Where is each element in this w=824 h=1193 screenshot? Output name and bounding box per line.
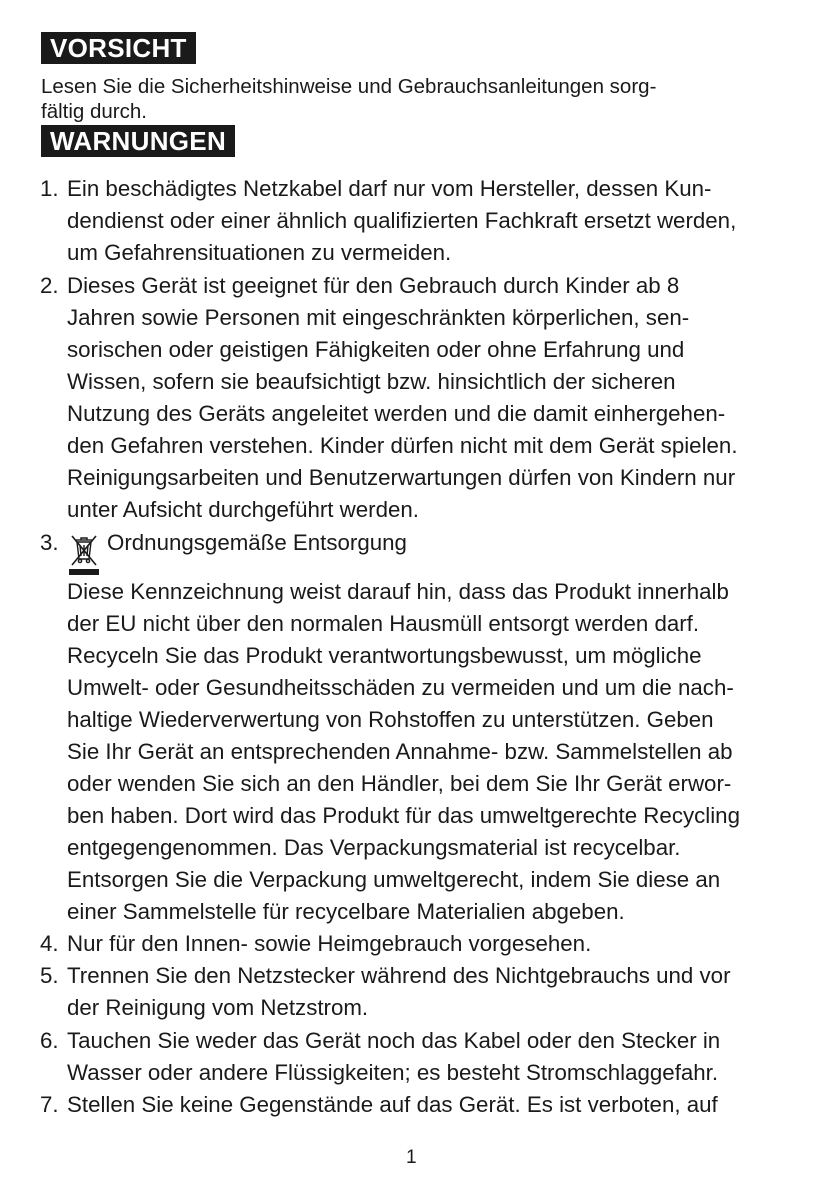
page-number: 1 [406,1147,417,1168]
item-4-line: Nur für den Innen- sowie Heimgebrauch vorgesehen. [67,931,592,956]
item-3-line: ben haben. Dort wird das Produkt für das umweltgerechte Recycling [67,803,740,828]
item-6-line: Tauchen Sie weder das Gerät noch das Kabel oder den Stecker in [67,1028,721,1053]
weee-crossed-bin-icon [66,532,102,576]
item-2-line: unter Aufsicht durchgeführt werden. [67,497,420,522]
item-1-line: Ein beschädigtes Netzkabel darf nur vom Hersteller, dessen Kun- [67,176,712,201]
item-3-line: Diese Kennzeichnung weist darauf hin, dass das Produkt innerhalb [67,579,729,604]
item-2-line: Nutzung des Geräts angeleitet werden und die damit einhergehen- [67,401,726,426]
item-2-line: Jahren sowie Personen mit eingeschränkten körperlichen, sen- [67,305,690,330]
item-3-line: Sie Ihr Gerät an entsprechenden Annahme- bzw. Sammelstellen ab [67,739,733,764]
item-3-line: der EU nicht über den normalen Hausmüll entsorgt werden darf. [67,611,700,636]
item-7-line: Stellen Sie keine Gegenstände auf das Gerät. Es ist verboten, auf [67,1092,718,1117]
warnings-heading: WARNUNGEN [41,125,235,157]
item-3-line: einer Sammelstelle für recycelbare Materialien abgeben. [67,899,625,924]
item-5-line: Trennen Sie den Netzstecker während des Nichtgebrauchs und vor [67,963,731,988]
caution-heading: VORSICHT [41,32,196,64]
item-2-line: Wissen, sofern sie beaufsichtigt bzw. hinsichtlich der sicheren [67,369,676,394]
item-3-line: haltige Wiederverwertung von Rohstoffen zu unterstützen. Geben [67,707,714,732]
item-3-line: oder wenden Sie sich an den Händler, bei dem Sie Ihr Gerät erwor- [67,771,732,796]
item-4-number: 4. [40,931,59,956]
item-2-line: den Gefahren verstehen. Kinder dürfen nicht mit dem Gerät spielen. [67,433,738,458]
item-3-line: entgegengenommen. Das Verpackungsmaterial ist recycelbar. [67,835,681,860]
item-7-number: 7. [40,1092,59,1117]
item-2-line: Reinigungsarbeiten und Benutzerwartungen dürfen von Kindern nur [67,465,736,490]
item-3-number: 3. [40,530,59,555]
item-1-line: um Gefahrensituationen zu vermeiden. [67,240,452,265]
item-5-line: der Reinigung vom Netzstrom. [67,995,369,1020]
item-5-number: 5. [40,963,59,988]
item-3-line: Entsorgen Sie die Verpackung umweltgerecht, indem Sie diese an [67,867,721,892]
item-6-line: Wasser oder andere Flüssigkeiten; es besteht Stromschlaggefahr. [67,1060,719,1085]
item-3-line: Recyceln Sie das Produkt verantwortungsbewusst, um mögliche [67,643,702,668]
item-2-number: 2. [40,273,59,298]
item-1-number: 1. [40,176,59,201]
item-3-title: Ordnungsgemäße Entsorgung [107,530,407,555]
item-2-line: sorischen oder geistigen Fähigkeiten oder ohne Erfahrung und [67,337,685,362]
item-1-line: dendienst oder einer ähnlich qualifizierten Fachkraft ersetzt werden, [67,208,737,233]
item-6-number: 6. [40,1028,59,1053]
item-3-line: Umwelt- oder Gesundheitsschäden zu vermeiden und um die nach- [67,675,734,700]
item-2-line: Dieses Gerät ist geeignet für den Gebrauch durch Kinder ab 8 [67,273,680,298]
intro-text: Lesen Sie die Sicherheitshinweise und Gebrauchsanleitungen sorg- fältig durch. [41,75,657,123]
